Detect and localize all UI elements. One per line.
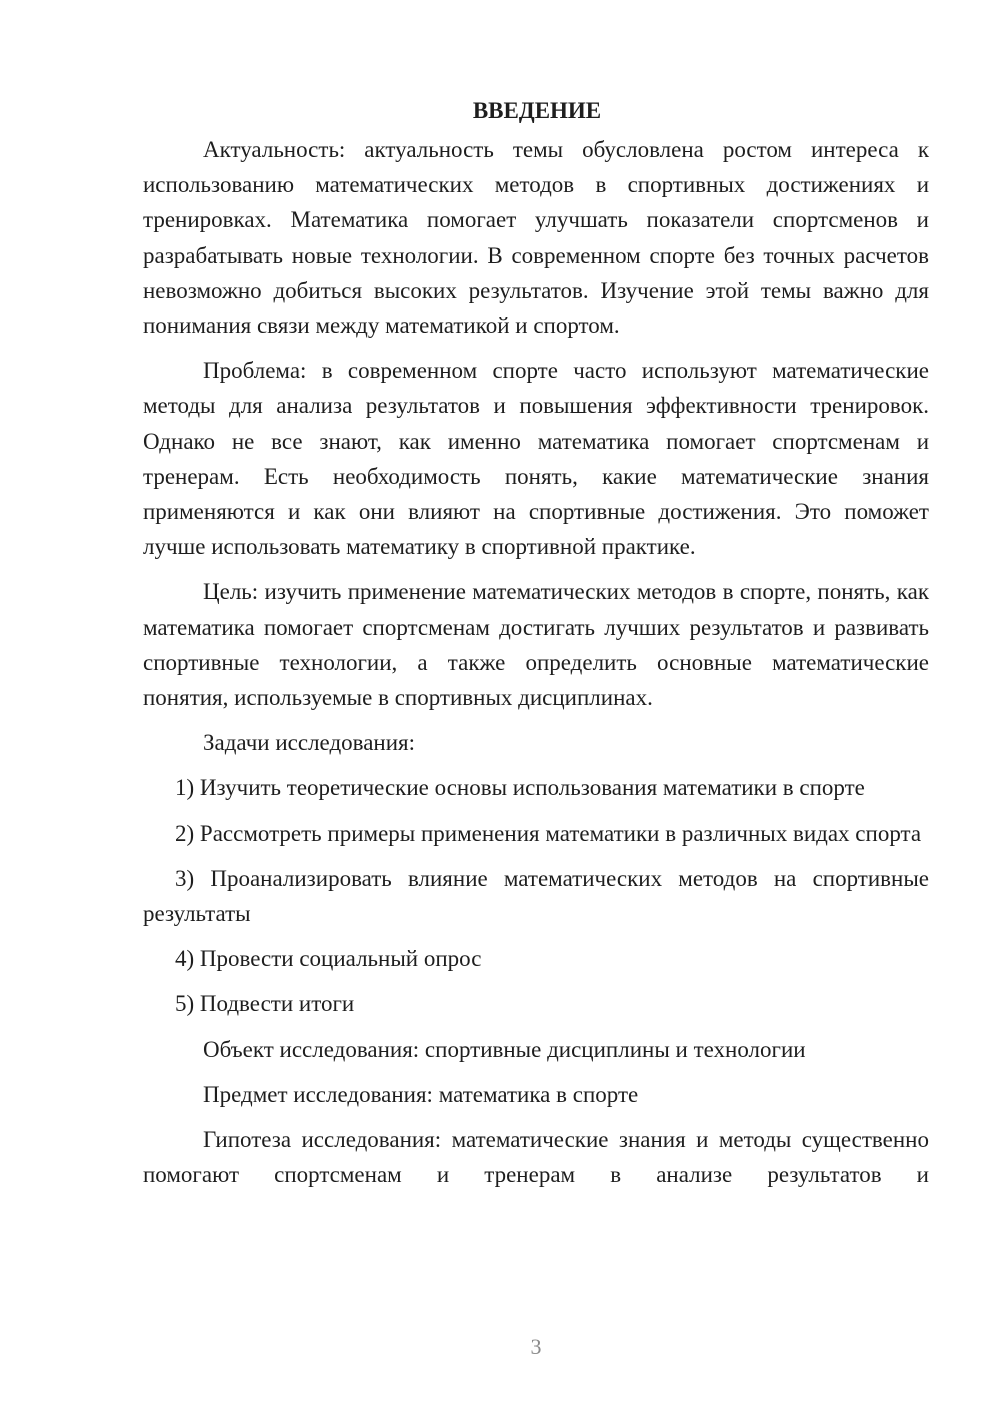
research-object: Объект исследования: спортивные дисциплины и технологии xyxy=(203,1036,806,1062)
goal-paragraph: Цель: изучить применение математических методов в спорте, понять, как математика помогает спортсменам достигать лучших результатов и развивать спортивные технологии, а также определить основные математические понятия, используемые в спортивных дисциплинах. xyxy=(143,579,929,711)
tasks-heading: Задачи исследования: xyxy=(203,730,416,756)
relevance-paragraph: Актуальность: актуальность темы обусловлена ростом интереса к использованию математических методов в спортивных достижениях и тренировках. Математика помогает улучшать показатели спортсменов и разрабатывать новые технологии. В современном спорте без точных расчетов невозможно добиться высоких результатов. Изучение этой темы важно для понимания связи между математикой и спортом. xyxy=(143,137,929,339)
problem-paragraph: Проблема: в современном спорте часто используют математические методы для анализа результатов и повышения эффективности тренировок. Однако не все знают, как именно математика помогает спортсменам и тренерам. Есть необходимость понять, какие математические знания применяются и как они влияют на спортивные достижения. Это поможет лучше использовать математику в спортивной практике. xyxy=(143,358,929,560)
page-number: 3 xyxy=(530,1334,542,1359)
task-item: 4) Провести социальный опрос xyxy=(175,946,482,972)
task-item: 5) Подвести итоги xyxy=(175,991,355,1017)
task-item: 1) Изучить теоретические основы использования математики в спорте xyxy=(175,775,865,801)
research-subject: Предмет исследования: математика в спорте xyxy=(203,1081,639,1107)
task-item: 2) Рассмотреть примеры применения математики в различных видах спорта xyxy=(175,820,922,846)
hypothesis-paragraph: Гипотеза исследования: математические знания и методы существенно помогают спортсменам и тренерам в анализе результатов и xyxy=(143,1127,929,1188)
task-item: 3) Проанализировать влияние математических методов на спортивные результаты xyxy=(143,865,929,927)
section-heading: ВВЕДЕНИЕ xyxy=(472,98,602,123)
page-content xyxy=(143,93,929,1202)
